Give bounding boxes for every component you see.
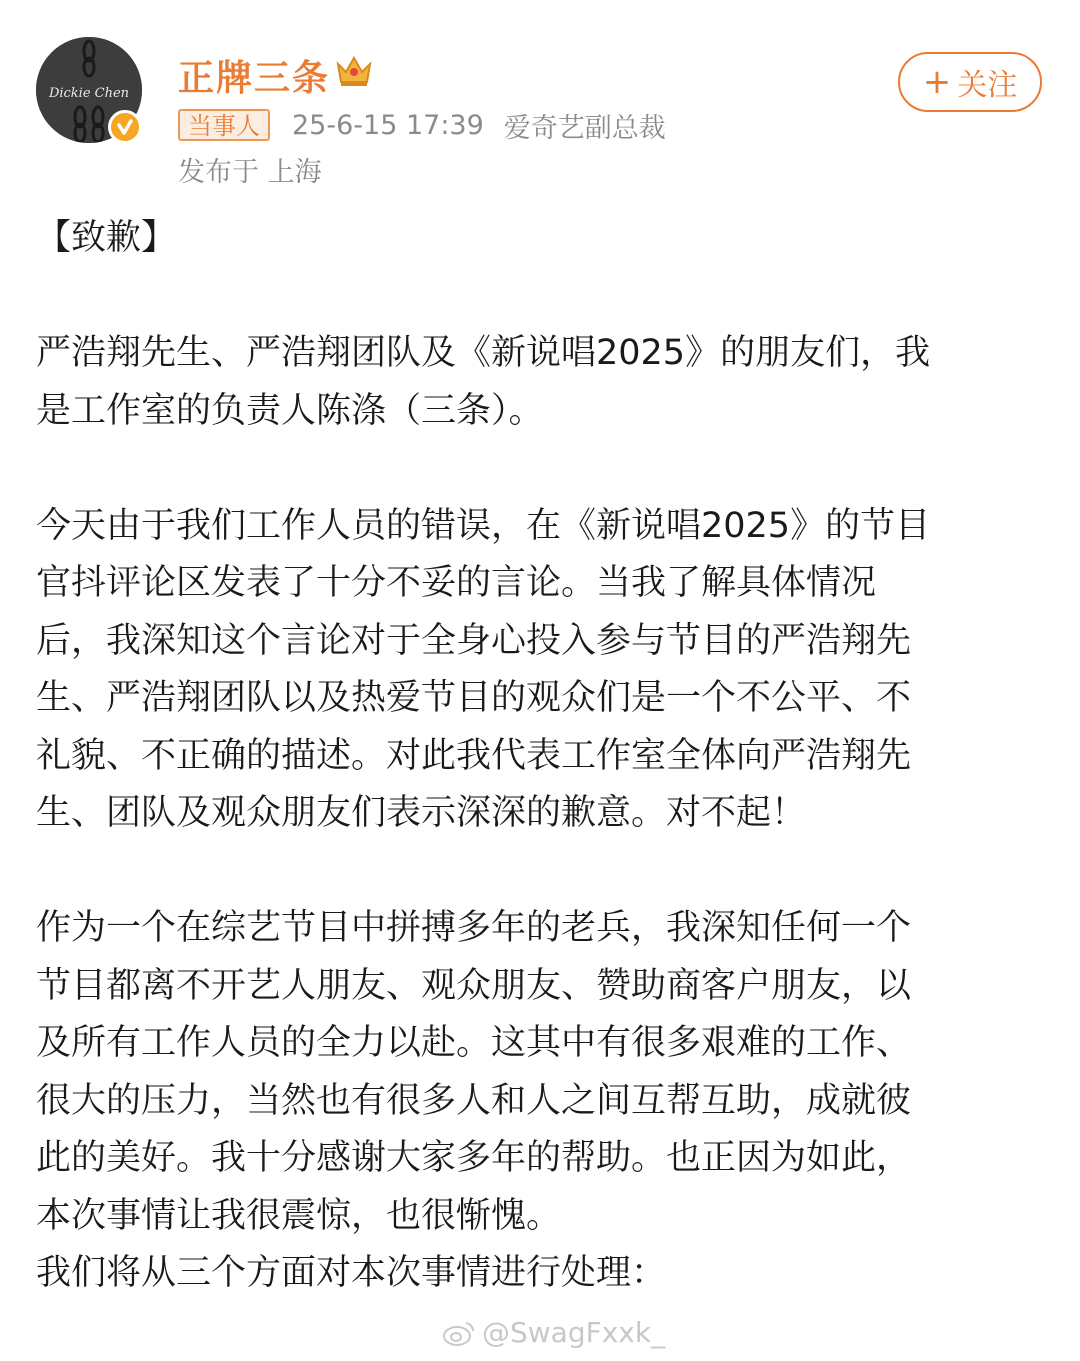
content-line: 礼貌、不正确的描述。对此我代表工作室全体向严浩翔先 xyxy=(36,735,912,776)
follow-button[interactable] xyxy=(898,52,1042,112)
content-line: 及所有工作人员的全力以赴。这其中有很多艰难的工作、 xyxy=(36,1023,912,1063)
follow-label: 关注 xyxy=(957,68,1018,103)
post-title: 【致歉】 xyxy=(36,218,177,258)
content-line: 很大的压力，当然也有很多人和人之间互帮互助，成就彼 xyxy=(36,1080,912,1121)
content-line: 官抖评论区发表了十分不妥的言论。当我了解具体情况 xyxy=(36,563,877,603)
content-line: 后，我深知这个言论对于全身心投入参与节目的严浩翔先 xyxy=(36,620,912,661)
content-line: 此的美好。我十分感谢大家多年的帮助。也正因为如此， xyxy=(36,1138,912,1178)
content-line: 生、团队及观众朋友们表示深深的歉意。对不起！ xyxy=(36,793,807,833)
username[interactable]: 正牌三条 xyxy=(178,58,331,99)
weibo-icon xyxy=(442,1319,476,1347)
crown-icon xyxy=(334,52,374,88)
content-line: 是工作室的负责人陈涤（三条）。 xyxy=(36,390,544,431)
status-badge: 当事人 xyxy=(178,109,270,141)
content-line: 作为一个在综艺节目中拼搏多年的老兵，我深知任何一个 xyxy=(36,908,912,948)
plus-icon: + xyxy=(922,62,952,102)
user-role: 爱奇艺副总裁 xyxy=(503,112,666,144)
svg-text:Dickie Chen: Dickie Chen xyxy=(48,86,130,101)
watermark-text: @SwagFxxk_ xyxy=(482,1316,666,1349)
post-location: 发布于 上海 xyxy=(178,157,322,188)
watermark xyxy=(442,1316,665,1349)
content-line: 生、严浩翔团队以及热爱节目的观众们是一个不公平、不 xyxy=(36,678,912,718)
content-line: 节目都离不开艺人朋友、观众朋友、赞助商客户朋友，以 xyxy=(36,965,912,1006)
content-line: 今天由于我们工作人员的错误，在《新说唱2025》的节目 xyxy=(36,505,931,546)
verified-badge-icon xyxy=(108,110,142,144)
post-content xyxy=(36,210,1046,1303)
post-meta xyxy=(178,108,666,142)
content-line: 我们将从三个方面对本次事情进行处理： xyxy=(36,1253,667,1293)
content-line: 本次事情让我很震惊，也很惭愧。 xyxy=(36,1195,562,1236)
post-timestamp: 25-6-15 17:39 xyxy=(292,109,484,141)
content-line: 严浩翔先生、严浩翔团队及《新说唱2025》的朋友们，我 xyxy=(36,333,931,373)
